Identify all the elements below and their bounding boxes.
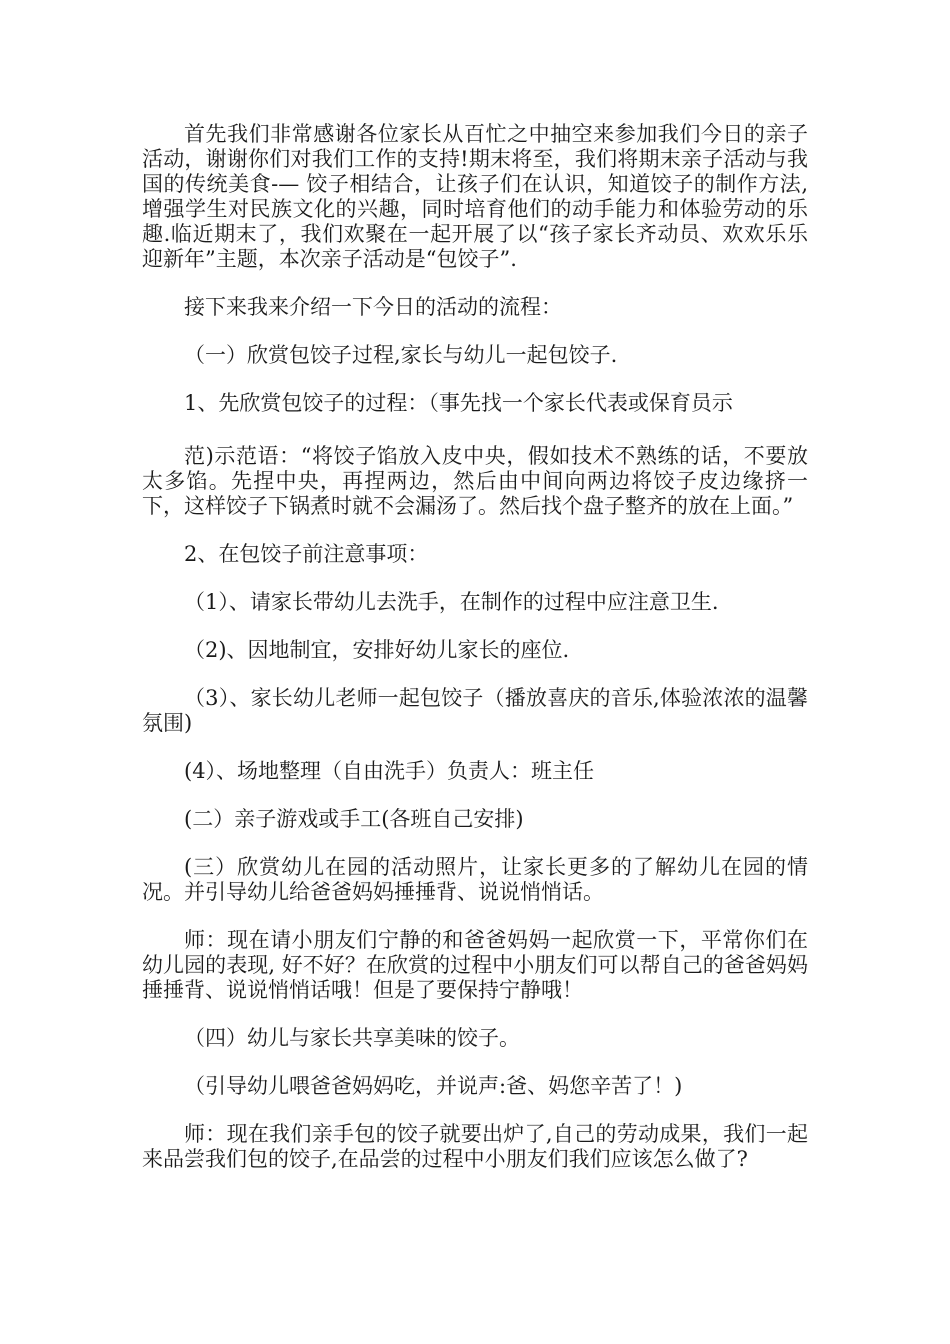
step-one-paragraph: 1、先欣赏包饺子的过程：（事先找一个家长代表或保育员示 — [184, 391, 733, 415]
demo-script-paragraph: 范)示范语：“将饺子馅放入皮中央，假如技术不熟练的话，不要放太多馅。先捏中央，再捏两边，然后由中间向两边将饺子皮边缘挤一下，这样饺子下锅煮时就不会漏汤了。然后找个盘子整齐的放在上面。” — [142, 444, 808, 518]
section-two-heading: (二）亲子游戏或手工(各班自己安排) — [184, 807, 524, 831]
section-one-heading: （一）欣赏包饺子过程,家长与幼儿一起包饺子. — [184, 343, 618, 367]
section-four-heading: （四）幼儿与家长共享美味的饺子。 — [184, 1026, 520, 1050]
teacher-script-paragraph-1: 师：现在请小朋友们宁静的和爸爸妈妈一起欣赏一下，平常你们在幼儿园的表现, 好不好？在欣赏的过程中小朋友们可以帮自己的爸爸妈妈捶捶背、说说悄悄话哦！但是了要保持宁静哦！ — [142, 928, 808, 1002]
intro-paragraph: 首先我们非常感谢各位家长从百忙之中抽空来参加我们今日的亲子活动，谢谢你们对我们工作的支持!期末将至，我们将期末亲子活动与我国的传统美食-— 饺子相结合，让孩子们在认识，知道饺子的制作方法,增强学生对民族文化的兴趣，同时培育他们的动手能力和体验劳动的乐趣.临近期末了，我们欢聚在一起开展了以“孩子家长齐动员、欢欢乐乐迎新年”主题，本次亲子活动是“包饺子”. — [142, 122, 808, 271]
step-two-paragraph: 2、在包饺子前注意事项： — [184, 542, 429, 566]
note-item-1: （1）、请家长带幼儿去洗手，在制作的过程中应注意卫生. — [184, 590, 719, 614]
section-three-paragraph: (三）欣赏幼儿在园的活动照片，让家长更多的了解幼儿在园的情况。并引导幼儿给爸爸妈妈捶捶背、说说悄悄话。 — [142, 855, 808, 904]
teacher-script-paragraph-2: 师：现在我们亲手包的饺子就要出炉了,自己的劳动成果，我们一起来品尝我们包的饺子,在品尝的过程中小朋友们我们应该怎么做了? — [142, 1122, 808, 1171]
note-item-4: (4）、场地整理（自由洗手）负责人：班主任 — [184, 759, 595, 783]
feeding-guidance-paragraph: （引导幼儿喂爸爸妈妈吃，并说声:爸、妈您辛苦了！) — [184, 1074, 683, 1098]
document-body — [142, 122, 808, 1195]
note-item-3: （3）、家长幼儿老师一起包饺子（播放喜庆的音乐,体验浓浓的温馨氛围) — [142, 686, 808, 735]
process-intro-paragraph: 接下来我来介绍一下今日的活动的流程： — [184, 295, 562, 319]
note-item-2: （2)、因地制宜，安排好幼儿家长的座位. — [184, 638, 570, 662]
